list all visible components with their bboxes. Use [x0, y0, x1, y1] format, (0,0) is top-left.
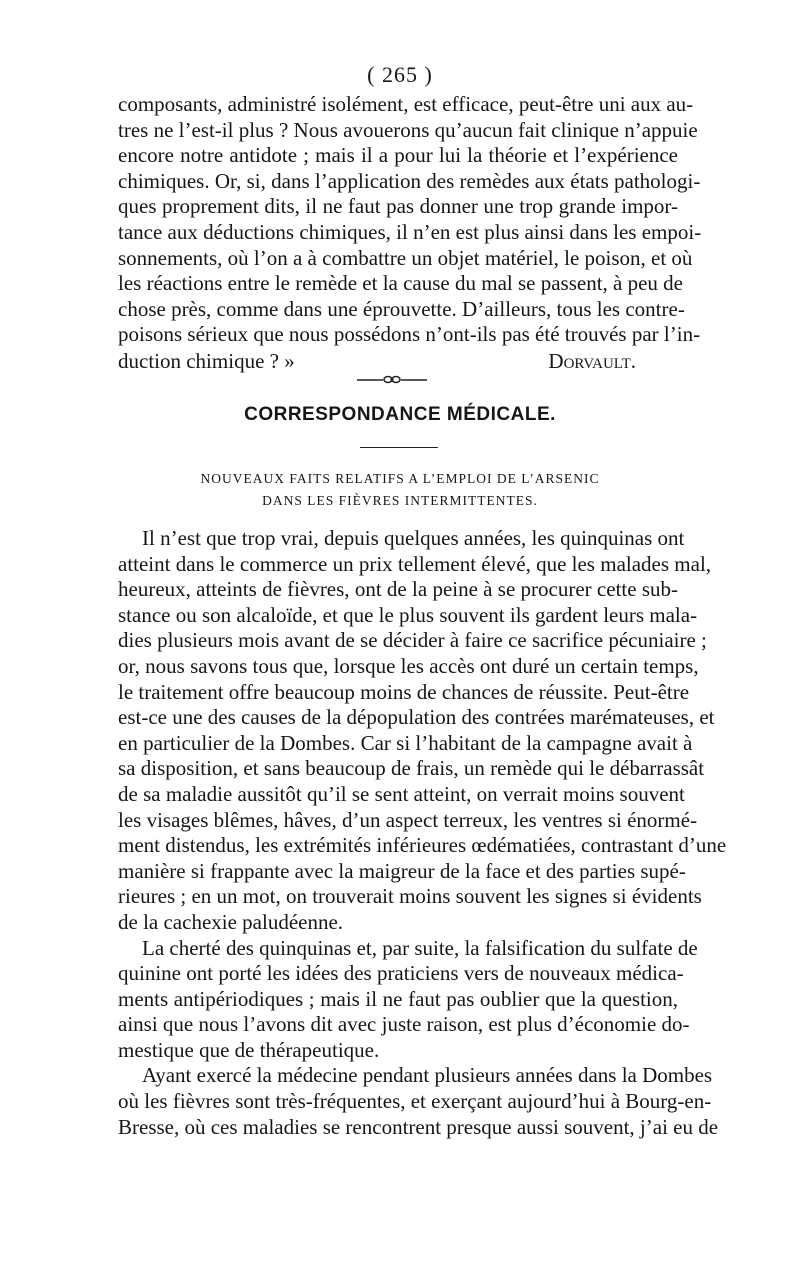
text-line: Ayant exercé la médecine pendant plusieurs années dans la Dombes: [142, 1063, 713, 1088]
text-line: encore notre antidote ; mais il a pour lui la théorie et l’expérience: [118, 143, 678, 168]
text-line: tres ne l’est-il plus ? Nous avouerons qu’aucun fait clinique n’appuie: [118, 117, 698, 142]
text-line: où les fièvres sont très-fréquentes, et exerçant aujourd’hui à Bourg-en-: [118, 1089, 712, 1114]
text-line: de sa maladie aussitôt qu’il se sent atteint, on verrait moins souvent: [118, 781, 685, 806]
text-line: est-ce une des causes de la dépopulation des contrées marématеuses, et: [118, 705, 715, 730]
text-line: chose près, comme dans une éprouvette. D’ailleurs, tous les contre-: [118, 296, 685, 321]
text-line: en particulier de la Dombes. Car si l’habitant de la campagne avait à: [118, 730, 693, 755]
article-title: [0, 468, 800, 512]
text-line: or, nous savons tous que, lorsque les accès ont duré un certain temps,: [118, 653, 699, 678]
text-line: sa disposition, et sans beaucoup de frais, un remède qui le débarrassât: [118, 756, 705, 781]
author-signature: Dorvault.: [548, 348, 636, 373]
section-title: CORRESPONDANCE MÉDICALE.: [244, 404, 556, 425]
article-body: [118, 526, 727, 1140]
text-line: manière si frappante avec la maigreur de la face et des parties supé-: [118, 858, 686, 883]
text-line: quinine ont porté les idées des praticiens vers de nouveaux médica-: [118, 961, 684, 986]
article-title-line: DANS LES FIÈVRES INTERMITTENTES.: [262, 493, 538, 508]
text-line: les visages blêmes, hâves, d’un aspect terreux, les ventres si énormé-: [118, 807, 698, 832]
text-line: composants, administré isolément, est efficace, peut-être uni aux au-: [118, 92, 694, 116]
text-line: de la cachexie paludéenne.: [118, 909, 344, 934]
text-line: mestique que de thérapeutique.: [118, 1037, 380, 1062]
text-line: tance aux déductions chimiques, il n’en est plus ainsi dans les empoi-: [118, 219, 702, 244]
text-line: le traitement offre beaucoup moins de chances de réussite. Peut-être: [118, 679, 690, 704]
page-number: ( 265 ): [367, 62, 433, 87]
text-line: rieures ; en un mot, on trouverait moins souvent les signes si évidents: [118, 884, 702, 909]
text-line: La cherté des quinquinas et, par suite, la falsification du sulfate de: [142, 935, 698, 960]
text-line: ment distendus, les extrémités inférieures œdématiées, contrastant d’une: [118, 833, 727, 858]
intro-text: [118, 92, 702, 374]
ornament-divider: [355, 371, 429, 387]
text-line: stance ou son alcaloïde, et que le plus souvent ils gardent leurs mala-: [118, 602, 698, 627]
article-title-line: NOUVEAUX FAITS RELATIFS A L’EMPLOI DE L’ARSENIC: [200, 471, 600, 486]
text-line: atteint dans le commerce un prix tellement élevé, que les malades mal,: [118, 551, 712, 576]
text-line: dies plusieurs mois avant de se décider à faire ce sacrifice pécuniaire ;: [118, 628, 707, 653]
text-line: ainsi que nous l’avons dit avec juste raison, est plus d’économie do-: [118, 1012, 690, 1037]
text-line: Bresse, où ces maladies se rencontrent presque aussi souvent, j’ai eu de: [118, 1114, 719, 1139]
text-line: Il n’est que trop vrai, depuis quelques années, les quinquinas ont: [142, 526, 685, 550]
text-line: sonnements, où l’on a à combattre un objet matériel, le poison, et où: [118, 245, 693, 270]
text-line: les réactions entre le remède et la cause du mal se passent, à peu de: [118, 271, 684, 296]
text-line: heureux, atteints de fièvres, ont de la peine à se procurer cette sub-: [118, 577, 678, 602]
text-line: chimiques. Or, si, dans l’application des remèdes aux états pathologi-: [118, 168, 701, 193]
text-line: poisons sérieux que nous possédons n’ont-ils pas été trouvés par l’in-: [118, 322, 701, 347]
text-line: duction chimique ? »: [118, 348, 295, 373]
text-line: ques proprement dits, il ne faut pas donner une trop grande impor-: [118, 194, 678, 219]
title-rule: [360, 447, 438, 448]
text-line: ments antipériodiques ; mais il ne faut pas oublier que la question,: [118, 986, 678, 1011]
